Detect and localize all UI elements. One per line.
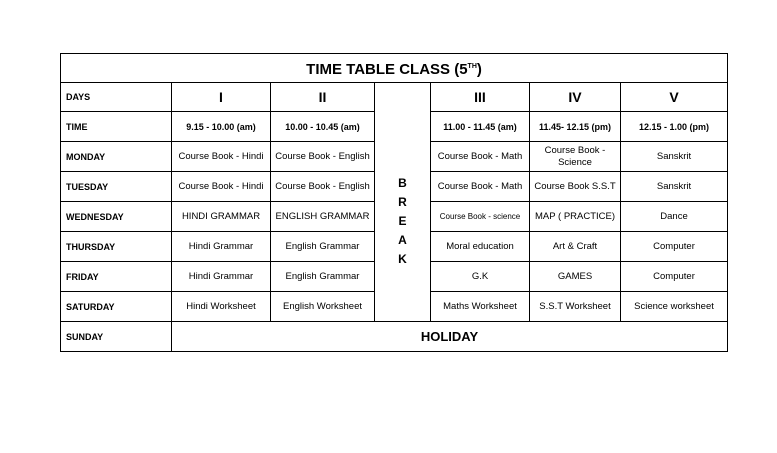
subject-cell: Sanskrit	[621, 142, 728, 172]
table-row	[61, 322, 728, 352]
subject-cell: Science worksheet	[621, 292, 728, 322]
holiday-cell: HOLIDAY	[172, 322, 728, 352]
break-column	[375, 83, 431, 322]
subject-cell: ENGLISH GRAMMAR	[271, 202, 375, 232]
subject-cell: Course Book - Math	[431, 172, 530, 202]
subject-cell: Maths Worksheet	[431, 292, 530, 322]
period-3-header: III	[431, 83, 530, 112]
time-slot-1: 9.15 - 10.00 (am)	[172, 112, 271, 142]
subject-cell: Course Book - science	[431, 202, 530, 232]
break-letter: E	[398, 213, 407, 228]
time-slot-4: 11.45- 12.15 (pm)	[530, 112, 621, 142]
day-label: SATURDAY	[61, 292, 172, 322]
day-label: SUNDAY	[61, 322, 172, 352]
subject-cell: Art & Craft	[530, 232, 621, 262]
subject-cell: English Worksheet	[271, 292, 375, 322]
time-slot-3: 11.00 - 11.45 (am)	[431, 112, 530, 142]
day-label: TUESDAY	[61, 172, 172, 202]
break-letter: B	[398, 175, 407, 190]
subject-cell: Hindi Grammar	[172, 232, 271, 262]
subject-cell: English Grammar	[271, 262, 375, 292]
subject-cell: Dance	[621, 202, 728, 232]
subject-cell: HINDI GRAMMAR	[172, 202, 271, 232]
subject-cell: English Grammar	[271, 232, 375, 262]
break-letter: K	[398, 251, 407, 266]
subject-cell: Course Book - English	[271, 142, 375, 172]
title-main: TIME TABLE CLASS (5	[306, 60, 468, 78]
period-2-header: II	[271, 83, 375, 112]
subject-cell: Course Book - English	[271, 172, 375, 202]
timetable-title	[61, 54, 728, 83]
subject-cell: S.S.T Worksheet	[530, 292, 621, 322]
subject-cell: G.K	[431, 262, 530, 292]
timetable	[60, 53, 728, 352]
subject-cell: Course Book - Hindi	[172, 172, 271, 202]
subject-cell: Course Book - Math	[431, 142, 530, 172]
days-header: DAYS	[61, 83, 172, 112]
subject-cell: Course Book S.S.T	[530, 172, 621, 202]
period-1-header: I	[172, 83, 271, 112]
time-label: TIME	[61, 112, 172, 142]
title-superscript: TH	[467, 62, 477, 70]
subject-cell: Course Book - Hindi	[172, 142, 271, 172]
subject-cell: Moral education	[431, 232, 530, 262]
subject-cell: Course Book - Science	[530, 142, 621, 172]
subject-cell: GAMES	[530, 262, 621, 292]
day-label: FRIDAY	[61, 262, 172, 292]
day-label: WEDNESDAY	[61, 202, 172, 232]
subject-cell: Hindi Grammar	[172, 262, 271, 292]
break-letter: R	[398, 194, 407, 209]
subject-cell: Computer	[621, 262, 728, 292]
subject-cell: Computer	[621, 232, 728, 262]
subject-cell: Hindi Worksheet	[172, 292, 271, 322]
period-4-header: IV	[530, 83, 621, 112]
time-slot-2: 10.00 - 10.45 (am)	[271, 112, 375, 142]
period-5-header: V	[621, 83, 728, 112]
time-slot-5: 12.15 - 1.00 (pm)	[621, 112, 728, 142]
subject-cell: MAP ( PRACTICE)	[530, 202, 621, 232]
subject-cell: Sanskrit	[621, 172, 728, 202]
break-letter: A	[398, 232, 407, 247]
day-label: THURSDAY	[61, 232, 172, 262]
day-label: MONDAY	[61, 142, 172, 172]
title-close: )	[476, 60, 482, 78]
